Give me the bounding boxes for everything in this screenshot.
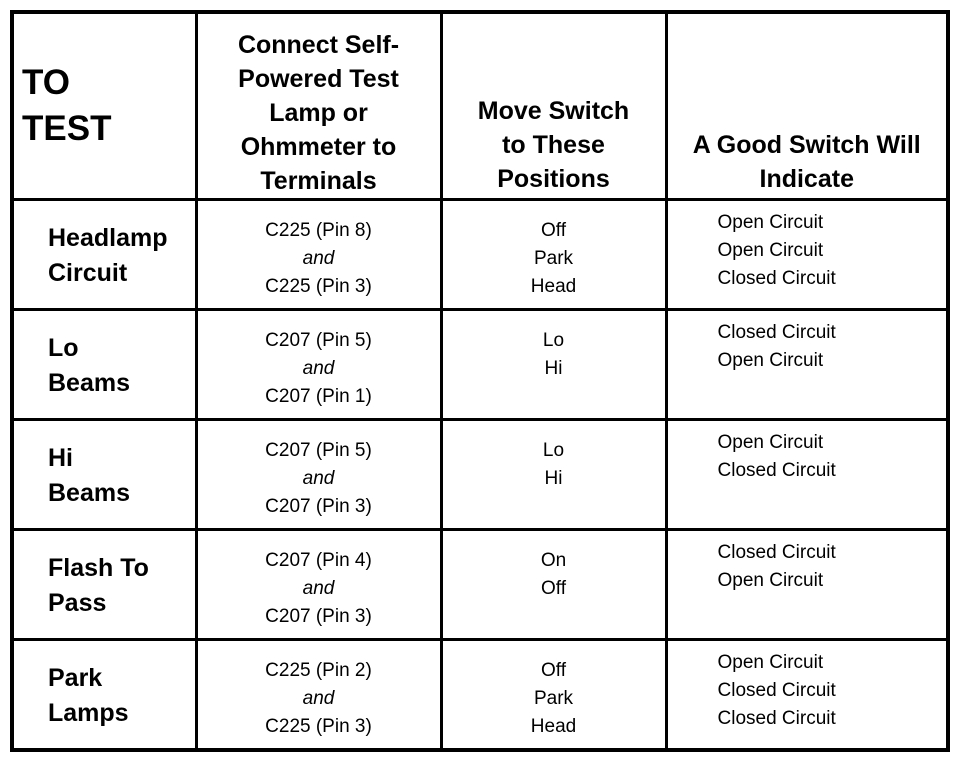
terminals-cell (196, 310, 441, 420)
terminal-b: C207 (Pin 1) (265, 386, 372, 407)
switch-position: Lo (542, 330, 565, 351)
switch-position: Hi (544, 358, 563, 379)
test-name-line: Park (48, 664, 103, 692)
header-move-switch (441, 12, 666, 200)
test-name-line: Pass (48, 589, 107, 617)
indication: Open Circuit (717, 350, 824, 371)
rows-body (12, 200, 948, 750)
terminals-cell (196, 200, 441, 310)
positions-cell (441, 530, 666, 640)
header-to-test (12, 12, 196, 200)
header-to-test-line: TO (22, 63, 70, 102)
header-move-line: to These (502, 131, 605, 159)
table-row (12, 640, 948, 750)
indication: Closed Circuit (717, 322, 836, 343)
terminal-b: C207 (Pin 3) (265, 496, 372, 517)
indications-cell (666, 420, 948, 530)
header-connect-line: Ohmmeter to (240, 133, 397, 161)
header-row (12, 12, 948, 200)
indication: Closed Circuit (717, 680, 836, 701)
test-name-line: Headlamp (48, 224, 168, 252)
terminals-cell (196, 420, 441, 530)
switch-position: Head (530, 276, 577, 297)
indication: Open Circuit (717, 570, 824, 591)
header-move-line: Positions (497, 165, 610, 193)
positions-cell (441, 310, 666, 420)
positions-cell (441, 640, 666, 750)
terminals-cell (196, 530, 441, 640)
terminal-a: C207 (Pin 5) (265, 440, 372, 461)
indication: Closed Circuit (717, 542, 836, 563)
switch-position: Hi (544, 468, 563, 489)
header-connect-line: Connect Self- (237, 31, 400, 59)
switch-position: Off (541, 578, 566, 599)
indications-cell (666, 200, 948, 310)
header-indicate (666, 12, 948, 200)
header-connect-line: Lamp or (269, 99, 368, 127)
test-name-line: Lo (48, 334, 79, 362)
terminal-a: C207 (Pin 4) (265, 550, 372, 571)
switch-position: Park (533, 688, 574, 709)
terminal-a: C225 (Pin 2) (265, 660, 372, 681)
indication: Open Circuit (717, 240, 824, 261)
switch-position: Off (541, 220, 566, 241)
indication: Closed Circuit (717, 460, 836, 481)
switch-position: Park (533, 248, 574, 269)
test-name-cell (12, 200, 196, 310)
terminal-and: and (302, 578, 335, 599)
terminal-and: and (302, 468, 335, 489)
test-name-cell (12, 640, 196, 750)
header-indicate-line: Indicate (759, 165, 854, 193)
terminal-b: C207 (Pin 3) (265, 606, 372, 627)
switch-test-table (10, 10, 950, 752)
indication: Open Circuit (717, 432, 824, 453)
test-name-line: Lamps (48, 699, 129, 727)
terminal-and: and (302, 358, 335, 379)
terminal-b: C225 (Pin 3) (265, 276, 372, 297)
switch-position: On (540, 550, 567, 571)
positions-cell (441, 200, 666, 310)
header-connect (196, 12, 441, 200)
test-name-line: Hi (48, 444, 73, 472)
header-connect-line: Powered Test (238, 65, 399, 93)
test-name-line: Flash To (48, 554, 149, 582)
indications-cell (666, 530, 948, 640)
switch-position: Lo (542, 440, 565, 461)
header-move-line: Move Switch (477, 97, 630, 125)
test-name-line: Beams (48, 369, 130, 397)
indication: Open Circuit (717, 212, 824, 233)
test-name-cell (12, 530, 196, 640)
positions-cell (441, 420, 666, 530)
table-row (12, 530, 948, 640)
terminal-and: and (302, 248, 335, 269)
table-row (12, 200, 948, 310)
header-to-test-line: TEST (22, 109, 112, 148)
terminals-cell (196, 640, 441, 750)
terminal-a: C207 (Pin 5) (265, 330, 372, 351)
test-name-line: Circuit (48, 259, 128, 287)
indication: Closed Circuit (717, 708, 836, 729)
header-indicate-line: A Good Switch Will (692, 131, 921, 159)
switch-position: Head (530, 716, 577, 737)
test-name-cell (12, 310, 196, 420)
terminal-b: C225 (Pin 3) (265, 716, 372, 737)
table-row (12, 420, 948, 530)
indications-cell (666, 310, 948, 420)
terminal-and: and (302, 688, 335, 709)
test-name-cell (12, 420, 196, 530)
indication: Open Circuit (717, 652, 824, 673)
switch-position: Off (541, 660, 566, 681)
indications-cell (666, 640, 948, 750)
header-connect-line: Terminals (260, 167, 377, 195)
indication: Closed Circuit (717, 268, 836, 289)
test-name-line: Beams (48, 479, 130, 507)
table-row (12, 310, 948, 420)
terminal-a: C225 (Pin 8) (265, 220, 372, 241)
